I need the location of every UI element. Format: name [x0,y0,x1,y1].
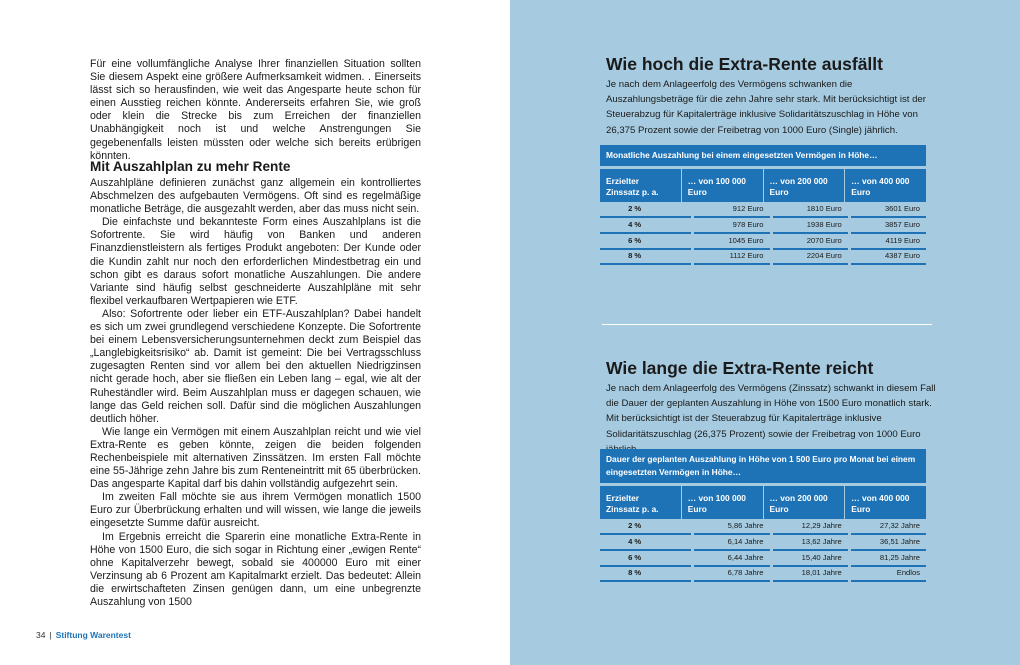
body-paragraph: Die einfachste und bekannteste Form eines Auszahlplans ist die Sofortrente. Sie wird häufig von Banken und anderen Finanzdienstleistern als fertiges Produkt angeboten: Der Kunde oder die Kundin zahlt nur noch den erforderlichen Mindestbetrag ein und schon gibt es daraus sofort monatliche Auszahlungen. Die andere Variante sind häufig selbst geschneiderte Auszahlpläne mit sehr flexibel verkaufbaren Wertpapieren wie ETF. [90,216,421,307]
rate-cell: 4 % [600,535,691,551]
table-header-cell: … von 400 000 Euro [844,486,926,519]
table-row [600,218,926,234]
table-header-row [600,169,926,202]
value-cell: 1112 Euro [694,249,769,265]
rate-cell: 6 % [600,551,691,567]
table-header-cell: … von 100 000 Euro [681,486,763,519]
value-cell: 1045 Euro [694,234,769,250]
value-cell: 5,86 Jahre [694,519,769,535]
section-divider [602,324,932,325]
body-paragraph: Wie lange ein Vermögen mit einem Auszahlplan reicht und wie viel Extra-Rente es geben könnte, zeigen die beiden folgenden Rechenbeispiele mit alternativen Zinssätzen. Im ersten Fall möchte eine 55-Jährige zehn Jahre bis zum Renteneintritt mit 65 überbrücken. Das angesparte Kapital darf bis dahin vollständig aufgezehrt sein. [90,425,421,491]
value-cell: 6,44 Jahre [694,551,769,567]
page-footer [36,630,131,640]
footer-brand: Stiftung Warentest [55,630,131,640]
rate-cell: 2 % [600,519,691,535]
table-row [600,249,926,265]
section-title-duration: Wie lange die Extra-Rente reicht [606,358,874,378]
value-cell: 12,29 Jahre [773,519,848,535]
rate-cell: 8 % [600,249,691,265]
section-heading: Mit Auszahlplan zu mehr Rente [90,159,291,174]
value-cell: 912 Euro [694,202,769,218]
value-cell: Endlos [851,566,926,582]
body-paragraph: Auszahlpläne definieren zunächst ganz allgemein ein kontrolliertes Abschmelzen des aufgebauten Vermögens. Oft sind es regelmäßige monatliche Beträge, die ausgezahlt werden, aber das muss nicht sein. [90,177,421,216]
payout-table [600,145,926,265]
intro-paragraph [90,58,421,163]
section-description: Je nach dem Anlageerfolg des Vermögens (Zinssatz) schwankt in diesem Fall die Dauer der geplanten Auszahlung in Höhe von 1500 Euro monatlich stark. Mit berücksichtigt ist der Steuerabzug für Kapitalerträge inklusive Solidaritätszuschlag (26,375 Prozent) sowie der Freibetrag von 1000 Euro [606,383,936,440]
body-paragraph: Im zweiten Fall möchte sie aus ihrem Vermögen monatlich 1500 Euro zur Überbrückung erhalten und will wissen, wie lange die jeweils eingesetzte Summe dafür ausreicht. [90,491,421,530]
section-body [90,177,421,609]
table-row [600,535,926,551]
intro-text: Für eine vollumfängliche Analyse Ihrer finanziellen Situation sollten Sie diesem Aspekt eine größere Aufmerksamkeit widmen. . Einerseits lässt sich so herausfinden, wie weit das Angesparte heute schon für einen Ausstieg reichen könnte. Andererseits erfahren Sie, wie groß oder klein die Strecke bis zum Erreichen der finanziellen Unabhängigkeit noch ist und welche Anstrengungen Sie gegebenenfalls leisten müssten oder welche sich bereits erübrigen könnten. [90,58,421,162]
rate-cell: 6 % [600,234,691,250]
value-cell: 6,78 Jahre [694,566,769,582]
footer-separator: | [49,630,52,640]
page-number: 34 [36,630,46,640]
table-header-cell: … von 200 000 Euro [763,169,845,202]
value-cell: 27,32 Jahre [851,519,926,535]
value-cell: 81,25 Jahre [851,551,926,567]
value-cell: 4387 Euro [851,249,926,265]
table-header-cell: Erzielter Zinssatz p. a. [606,176,659,197]
rate-cell: 4 % [600,218,691,234]
body-paragraph: Im Ergebnis erreicht die Sparerin eine monatliche Extra-Rente in Höhe von 1500 Euro, die sich sogar in Richtung einer „ewigen Rente“ ohne Kapitalverzehr bewegt, sobald sie 400000 Euro mit einer Verzinsung ab 6 Prozent am Kapitalmarkt erzielt. Das bedeutet: Allein die erwirtschafteten Zinsen genügen dann, um eine unbegrenzte Auszahlung von 1500 [90,530,421,608]
value-cell: 2070 Euro [773,234,848,250]
value-cell: 3601 Euro [851,202,926,218]
table-header-cell: … von 200 000 Euro [763,486,845,519]
table-header-cell: Erzielter Zinssatz p. a. [606,493,659,514]
table-header-cell: … von 100 000 Euro [681,169,763,202]
table-header-cell: … von 400 000 Euro [844,169,926,202]
table-row [600,551,926,567]
value-cell: 18,01 Jahre [773,566,848,582]
table-header-row [600,486,926,519]
value-cell: 15,40 Jahre [773,551,848,567]
value-cell: 978 Euro [694,218,769,234]
table-row [600,234,926,250]
duration-table [600,449,926,582]
value-cell: 4119 Euro [851,234,926,250]
section-description: Je nach dem Anlageerfolg des Vermögens schwanken die Auszahlungsbeträge für die zehn Jahre sehr stark. Mit berücksichtigt ist der Steuerabzug für Kapitalerträge inklusive Solidaritätszuschlag in Höhe von 26,375 Prozent sowie der Freibetrag von 1000 Euro (Single) jährlich. [606,79,926,136]
table-row [600,519,926,535]
table-caption: Dauer der geplanten Auszahlung in Höhe von 1 500 Euro pro Monat bei einem eingesetzten Vermögen in Höhe… [600,449,926,483]
value-cell: 13,62 Jahre [773,535,848,551]
value-cell: 1810 Euro [773,202,848,218]
table-row [600,202,926,218]
right-page [510,0,1020,665]
value-cell: 3857 Euro [851,218,926,234]
section-title-extra-rente: Wie hoch die Extra-Rente ausfällt [606,54,883,74]
rate-cell: 8 % [600,566,691,582]
table-caption: Monatliche Auszahlung bei einem eingesetzten Vermögen in Höhe… [600,145,926,166]
table-row [600,566,926,582]
body-paragraph: Also: Sofortrente oder lieber ein ETF-Auszahlplan? Dabei handelt es sich um zwei grundlegend verschiedene Konzepte. Die Sofortrente bei einem Lebensversicherungsunternehmen deckt zum Beispiel das „Langlebigkeitsrisiko“ ab. Damit ist gemeint: Die bei Vertragsschluss zugesagten Renten sind vor allem bei den aktuellen Niedrigzinsen nicht gerade hoch, aber sie fließen ein Leben lang – egal, wie alt der Ruheständler wird. Beim Auszahlplan muss er dagegen schauen, wie lange das Geld reichen soll. Dafür sind die möglichen Auszahlungen deutlich höher. [90,307,421,425]
rate-cell: 2 % [600,202,691,218]
value-cell: 6,14 Jahre [694,535,769,551]
value-cell: 1938 Euro [773,218,848,234]
value-cell: 36,51 Jahre [851,535,926,551]
value-cell: 2204 Euro [773,249,848,265]
